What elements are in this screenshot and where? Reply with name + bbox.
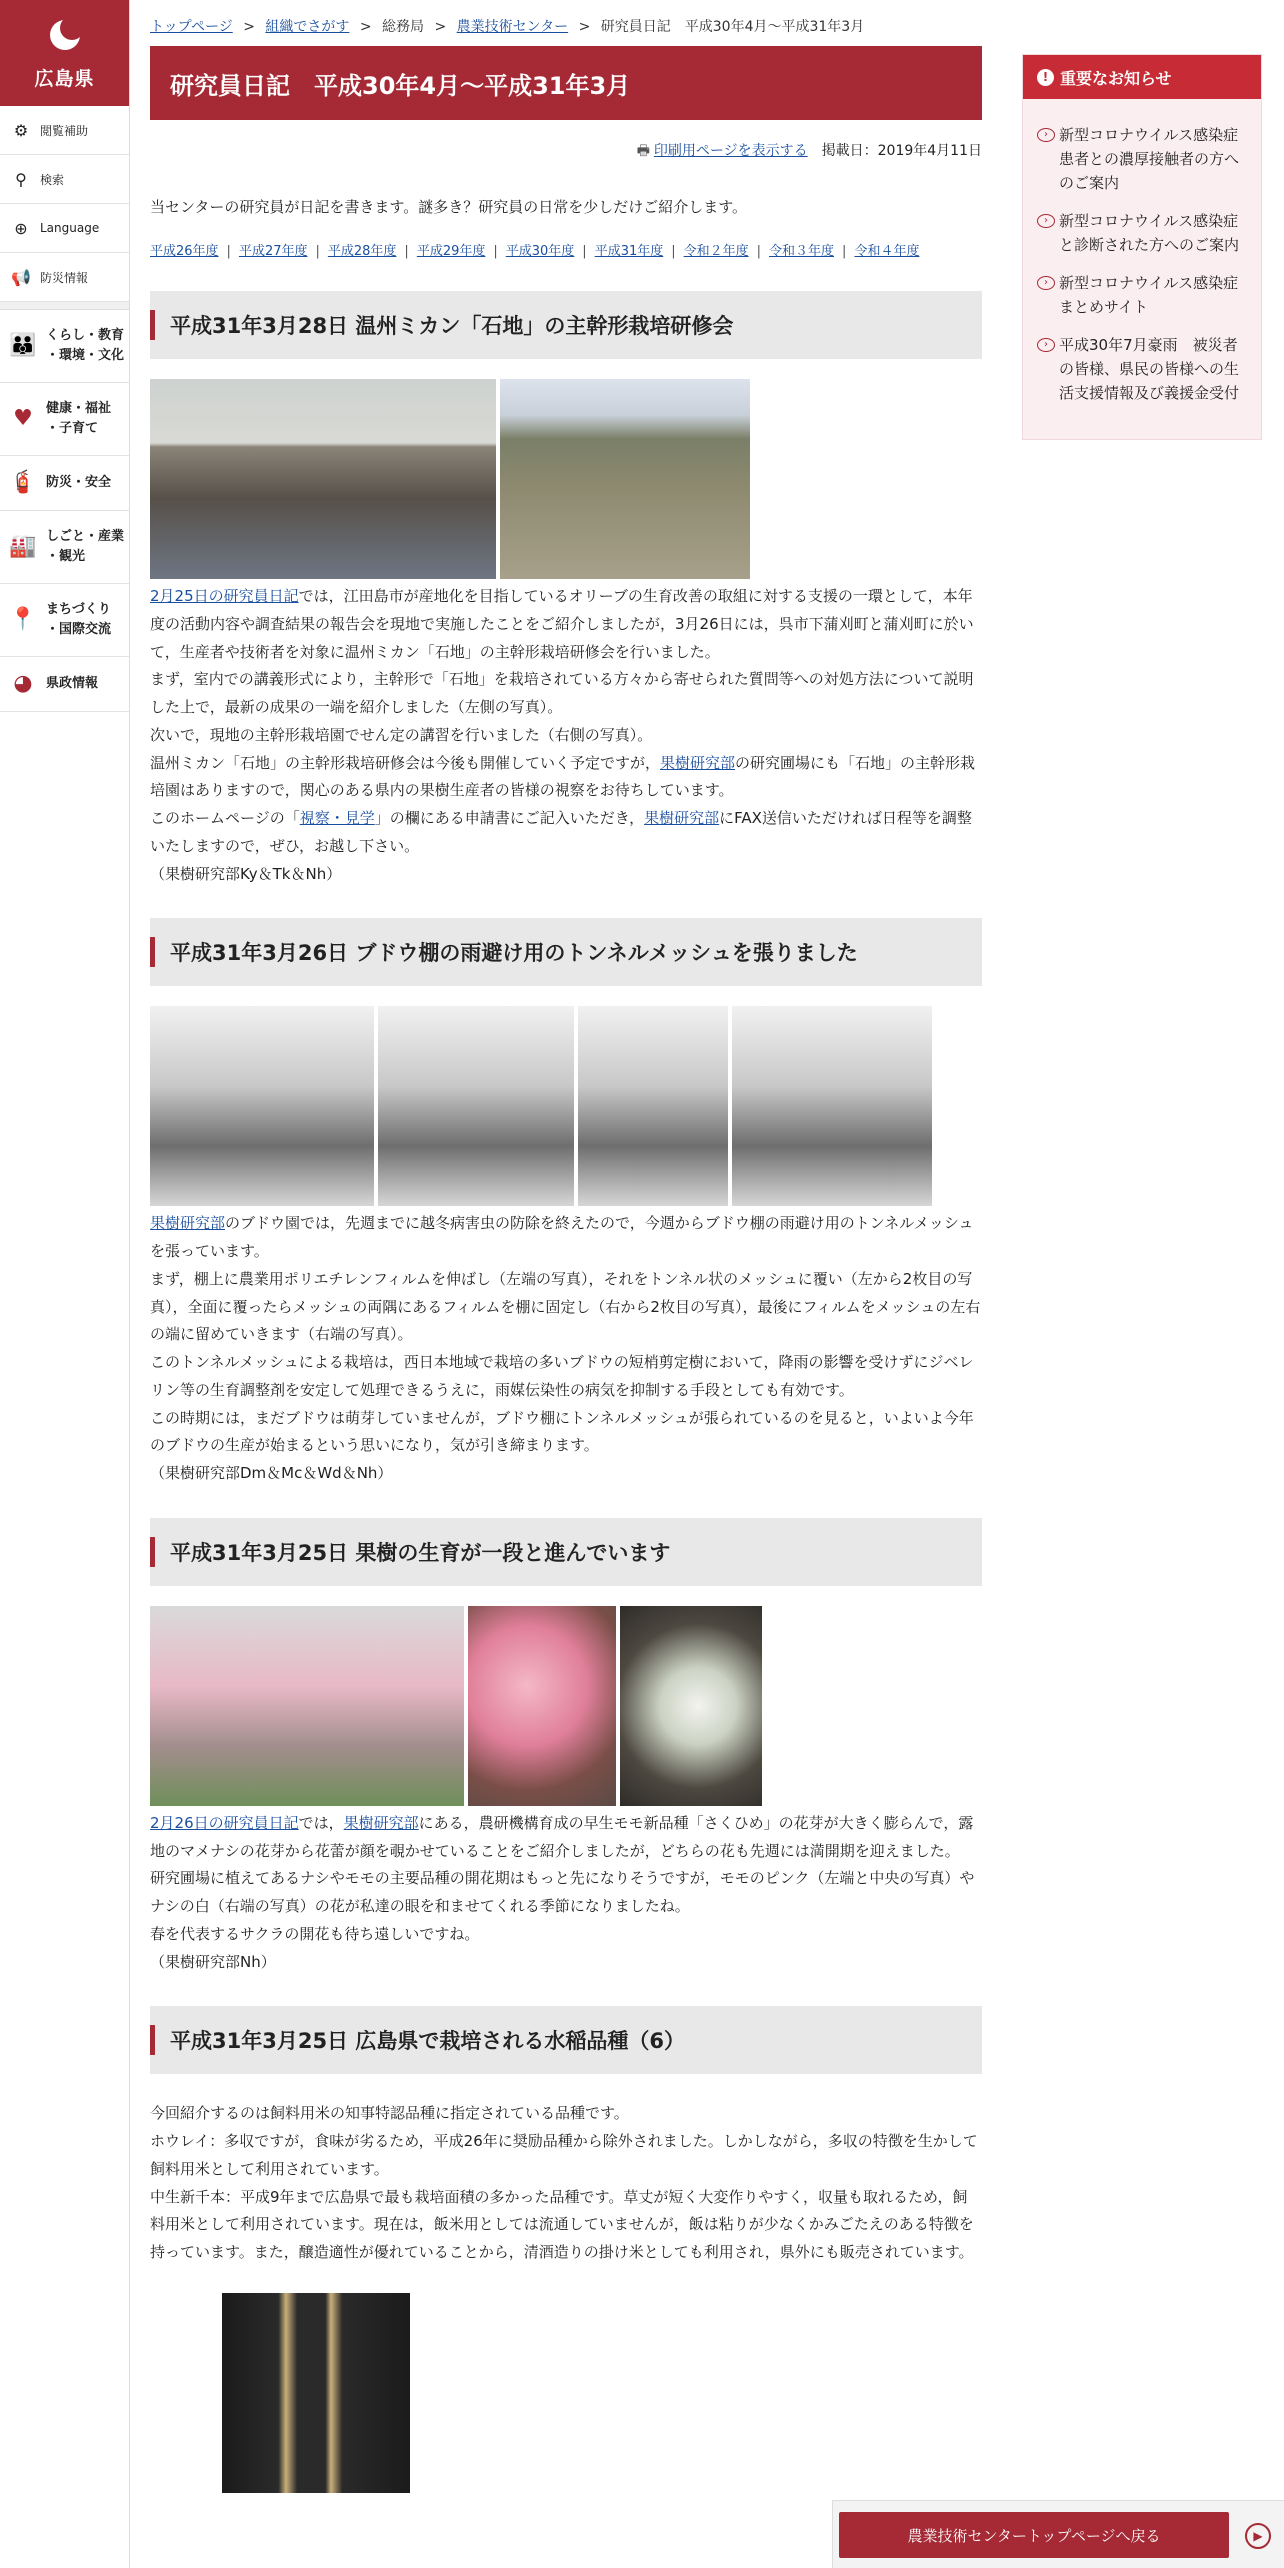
fruit-research-link[interactable]: 果樹研究部 — [644, 809, 720, 827]
entry-photos — [150, 1606, 982, 1806]
print-row — [150, 140, 982, 162]
megaphone-icon: 📢 — [11, 267, 31, 287]
tunnel-photo-2 — [378, 1006, 574, 1206]
notice-item[interactable] — [1037, 333, 1247, 405]
lecture-photo — [150, 379, 496, 579]
left-sidebar — [0, 0, 130, 2568]
tunnel-photo-4 — [732, 1006, 932, 1206]
factory-icon: 🏭 — [9, 533, 37, 559]
year-link[interactable]: 令和２年度 — [683, 244, 749, 259]
sidebar-category-2[interactable] — [0, 456, 129, 511]
breadcrumb-separator: > — [578, 19, 591, 35]
printer-icon: 🖶 — [636, 143, 650, 159]
logo-text: 広島県 — [34, 67, 95, 90]
return-to-center-top-button[interactable]: 農業技術センタートップページへ戻る — [839, 2512, 1229, 2558]
sidebar-utility-0[interactable] — [0, 106, 129, 155]
chevron-right-icon: › — [1037, 338, 1055, 352]
sidebar-category-3[interactable] — [0, 511, 129, 584]
entry-text: このホームページの「 — [150, 809, 300, 827]
breadcrumb-separator: > — [434, 19, 447, 35]
entry-text: 春を代表するサクラの開花も待ち遠しいですね。 — [150, 1924, 480, 1943]
diary-entry-3 — [150, 1518, 982, 1977]
year-link-separator: | — [756, 244, 762, 259]
diary-entry-4 — [150, 2006, 982, 2493]
extinguisher-icon: 🧯 — [9, 469, 37, 495]
notice-item-label: 平成30年7月豪雨 被災者の皆様、県民の皆様への生活支援情報及び義援金受付 — [1059, 336, 1240, 402]
fruit-research-link[interactable]: 果樹研究部 — [660, 753, 736, 772]
chevron-right-icon: › — [1037, 128, 1055, 142]
fruit-research-link[interactable]: 果樹研究部 — [343, 1813, 419, 1832]
crescent-logo-icon — [46, 16, 84, 54]
year-link-separator: | — [226, 244, 231, 259]
chevron-right-icon: › — [1037, 214, 1055, 228]
notice-item[interactable] — [1037, 271, 1247, 319]
sidebar-category-label: 健康・福祉 ・子育て — [46, 400, 112, 436]
peach-orchard-photo — [150, 1606, 464, 1806]
notice-title: 重要なお知らせ — [1060, 68, 1172, 88]
breadcrumb-current: 研究員日記 平成30年4月～平成31年3月 — [600, 19, 865, 35]
entry-text: のブドウ園では，先週までに越冬病害虫の防除を終えたので，今週からブドウ棚の雨避け用のトンネルメッシュを張っています。 — [150, 1214, 974, 1260]
breadcrumb-agri-center[interactable]: 農業技術センター — [456, 19, 569, 35]
exclamation-icon: ! — [1037, 69, 1054, 86]
breadcrumb-separator: > — [243, 19, 255, 35]
floating-return-bar — [832, 2500, 1284, 2568]
notice-item[interactable] — [1037, 209, 1247, 257]
people-icon: 👪 — [9, 332, 37, 358]
tunnel-photo-1 — [150, 1006, 374, 1206]
play-circle-icon[interactable]: ▶ — [1245, 2523, 1271, 2549]
year-link[interactable]: 平成30年度 — [505, 244, 575, 259]
sidebar-utility-label: 閲覧補助 — [40, 123, 89, 138]
notice-header — [1023, 55, 1261, 99]
pie-chart-icon: ◕ — [13, 670, 33, 696]
sidebar-utility-3[interactable] — [0, 253, 129, 302]
lead-text: 当センターの研究員が日記を書きます。謎多き？研究員の日常を少しだけご紹介します。 — [150, 198, 748, 216]
diary-entry-2 — [150, 918, 982, 1488]
year-links — [150, 239, 982, 265]
entry-body — [150, 2100, 982, 2267]
prefecture-logo[interactable] — [0, 0, 129, 106]
entry-text: まず，室内での講義形式により，主幹形で「石地」を栽培されている方々から寄せられた質問等への対処方法について説明した上で，最新の成果の一端を紹介しました（左側の写真）。 — [150, 670, 974, 716]
sidebar-category-label: 県政情報 — [46, 675, 99, 691]
entry-text: 次いで，現地の主幹形栽培園でせん定の講習を行いました（右側の写真）。 — [150, 725, 653, 744]
year-link[interactable]: 平成28年度 — [327, 244, 397, 259]
entry-body — [150, 1210, 982, 1488]
sidebar-utility-label: Language — [40, 221, 100, 235]
globe-pin-icon: 📍 — [9, 606, 37, 632]
entry-text: では，江田島市が産地化を目指しているオリーブの生育改善の取組に対する支援の一環として，本年度の活動内容や調査結果の報告会を現地で実施したことをご紹介しましたが，3月26日には，呉市下蒲刈町と蒲刈町に於いて，生産者や技術者を対象に温州ミカン「石地」の主幹形栽培研修会を行いました。 — [150, 587, 974, 661]
breadcrumb — [150, 0, 982, 46]
gears-icon: ⚙ — [13, 120, 29, 140]
year-link-separator: | — [671, 244, 676, 259]
entry-signature: （果樹研究部Dm＆Mc＆Wd＆Nh） — [150, 1464, 393, 1482]
sidebar-utility-label: 防災情報 — [40, 270, 89, 285]
pear-blossom-photo — [620, 1606, 762, 1806]
peach-blossom-photo — [468, 1606, 616, 1806]
diary-link-feb25[interactable]: 2月25日の研究員日記 — [150, 587, 299, 605]
entry-text: 中生新千本：平成9年まで広島県で最も栽培面積の多かった品種です。草丈が短く大変作りやすく，収量も取れるため，飼料用米として利用されています。現在は，飯米用としては流通していませんが，飯は粘りが少なくかみごたえのある特徴を持っています。また，醸造適性が優れていることから，清酒造りの掛け米としても利用され，県外にも販売されています。 — [150, 2187, 974, 2261]
sidebar-divider — [0, 302, 129, 310]
globe-icon: ⊕ — [14, 218, 28, 238]
sidebar-category-label: まちづくり ・国際交流 — [46, 601, 112, 637]
print-page-link[interactable]: 印刷用ページを表示する — [653, 143, 808, 159]
breadcrumb-top[interactable]: トップページ — [150, 19, 233, 35]
entry-text: にある，農研機構育成の早生モモ新品種「さくひめ」の花芽が大きく膨らんで，露地のマメナシの花芽から花蕾が顔を覗かせていることをご紹介しましたが，どちらの花も先週には満開期を迎えました。 — [150, 1813, 974, 1860]
sidebar-utility-2[interactable] — [0, 204, 129, 253]
search-icon: ⚲ — [15, 169, 27, 189]
sidebar-utility-label: 検索 — [40, 172, 65, 187]
sidebar-category-label: 防災・安全 — [46, 474, 112, 490]
notice-item-label: 新型コロナウイルス感染症と診断された方へのご案内 — [1059, 212, 1240, 254]
entry-body — [150, 583, 982, 888]
entry-text: では， — [298, 1813, 344, 1832]
year-link[interactable]: 平成26年度 — [150, 244, 219, 259]
diary-link-feb26[interactable]: 2月26日の研究員日記 — [150, 1813, 299, 1832]
entry-text: ホウレイ：多収ですが，食味が劣るため，平成26年に奨励品種から除外されました。しかしながら，多収の特徴を生かして飼料用米として利用されています。 — [150, 2132, 978, 2178]
entry-title: 平成31年3月26日 ブドウ棚の雨避け用のトンネルメッシュを張りました — [150, 918, 982, 986]
year-link-separator: | — [315, 244, 320, 259]
sidebar-utility-1[interactable] — [0, 155, 129, 204]
entry-title: 平成31年3月25日 果樹の生育が一段と進んでいます — [150, 1518, 982, 1586]
diary-entry-1 — [150, 291, 982, 888]
notice-item[interactable] — [1037, 123, 1247, 195]
entry-body — [150, 1810, 982, 1977]
year-link-separator: | — [582, 244, 587, 259]
entry-photos — [150, 1006, 982, 1206]
sidebar-category-label: くらし・教育 ・環境・文化 — [46, 327, 125, 363]
heart-icon: ♥ — [13, 405, 33, 431]
main-content — [150, 0, 982, 2493]
entry-text: 今回紹介するのは飼料用米の知事特認品種に指定されている品種です。 — [150, 2104, 629, 2123]
year-link-separator: | — [493, 244, 498, 259]
entry-signature: （果樹研究部Nh） — [150, 1952, 276, 1971]
year-link[interactable]: 令和３年度 — [769, 244, 835, 259]
entry-text: 温州ミカン「石地」の主幹形栽培研修会は今後も開催していく予定ですが， — [150, 753, 661, 772]
sidebar-category-4[interactable] — [0, 584, 129, 657]
entry-photos — [150, 2293, 982, 2493]
entry-text: にFAX送信いただければ日程等を調整いたしますので，ぜひ，お越し下さい。 — [150, 809, 972, 855]
breadcrumb-organization[interactable]: 組織でさがす — [265, 19, 350, 35]
sidebar-category-label: しごと・産業 ・観光 — [46, 528, 125, 564]
orchard-training-photo — [500, 379, 750, 579]
year-link-separator: | — [404, 244, 409, 259]
entry-text: まず，棚上に農業用ポリエチレンフィルムを伸ばし（左端の写真），それをトンネル状のメッシュに覆い（左から2枚目の写真），全面に覆ったらメッシュの両隅にあるフィルムを棚に固定し（右から2枚目の写真），最後にフィルムをメッシュの左右の端に留めていきます（右端の写真）。 — [150, 1269, 981, 1344]
entry-text: 研究圃場に植えてあるナシやモモの主要品種の開花期はもっと先になりそうですが，モモのピンク（左端と中央の写真）やナシの白（右端の写真）の花が私達の眼を和ませてくれる季節になりましたね。 — [150, 1869, 975, 1915]
entry-title: 平成31年3月25日 広島県で栽培される水稲品種（6） — [150, 2006, 982, 2074]
year-link-separator: | — [842, 244, 847, 259]
entry-signature: （果樹研究部Ky＆Tk＆Nh） — [150, 864, 342, 883]
tunnel-photo-3 — [578, 1006, 728, 1206]
rice-panicle-photo — [222, 2293, 410, 2493]
visit-tour-link[interactable]: 視察・見学 — [299, 809, 375, 827]
sidebar-category-1[interactable] — [0, 383, 129, 456]
entry-text: このトンネルメッシュによる栽培は，西日本地域で栽培の多いブドウの短梢剪定樹において，降雨の影響を受けずにジベレリン等の生育調整剤を安定して処理できるうえに，雨媒伝染性の病気を抑制する手段としても有効です。 — [150, 1353, 974, 1399]
entry-text: の研究圃場にも「石地」の主幹形栽培園はありますので，関心のある県内の果樹生産者の皆様の視察をお待ちしています。 — [150, 753, 976, 800]
breadcrumb-separator: > — [359, 19, 372, 35]
breadcrumb-general-affairs: 総務局 — [382, 19, 425, 35]
sidebar-category-5[interactable] — [0, 657, 129, 712]
entry-text: この時期には，まだブドウは萌芽していませんが，ブドウ棚にトンネルメッシュが張られているのを見ると，いよいよ今年のブドウの生産が始まるという思いになり，気が引き締まります。 — [150, 1408, 974, 1455]
notice-item-label: 新型コロナウイルス感染症患者との濃厚接触者の方へのご案内 — [1059, 126, 1240, 192]
notice-list — [1023, 99, 1261, 439]
chevron-right-icon: › — [1037, 276, 1055, 290]
year-link[interactable]: 令和４年度 — [854, 244, 920, 259]
year-link[interactable]: 平成31年度 — [594, 244, 664, 259]
page-title: 研究員日記 平成30年4月～平成31年3月 — [150, 46, 982, 120]
year-link[interactable]: 平成27年度 — [238, 244, 308, 259]
notice-item-label: 新型コロナウイルス感染症 まとめサイト — [1059, 274, 1239, 316]
entry-text: 」の欄にある申請書にご記入いただき， — [374, 809, 645, 827]
fruit-research-link[interactable]: 果樹研究部 — [150, 1214, 226, 1233]
entry-photos — [150, 379, 982, 579]
sidebar-category-0[interactable] — [0, 310, 129, 383]
year-link[interactable]: 平成29年度 — [416, 244, 486, 259]
posted-date: 掲載日：2019年4月11日 — [821, 143, 982, 159]
entry-title: 平成31年3月28日 温州ミカン「石地」の主幹形栽培研修会 — [150, 291, 982, 359]
important-notice-box — [1022, 54, 1262, 440]
